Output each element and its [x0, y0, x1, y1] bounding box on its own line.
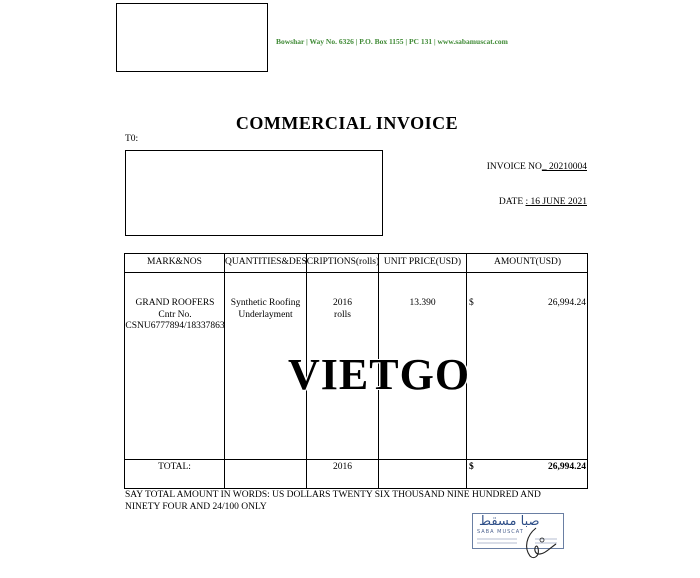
invoice-date-value: : 16 JUNE 2021 [525, 197, 587, 207]
total-quantity: 2016 [333, 462, 352, 472]
invoice-number-label: INVOICE NO [486, 162, 542, 172]
row-mark-nos [125, 298, 225, 333]
row-quantity [307, 298, 378, 321]
header-unit-price: UNIT PRICE(USD) [383, 257, 462, 267]
row-amount: 26,994.24 [548, 298, 586, 308]
total-divider [125, 459, 587, 460]
to-label: T0: [125, 134, 139, 144]
mark-container-label: Cntr No. [158, 309, 192, 320]
invoice-date [499, 197, 587, 207]
description-line-1: Synthetic Roofing [230, 298, 301, 308]
invoice-number-value: _ 20210004 [541, 162, 587, 172]
row-description [225, 298, 306, 321]
description-line-2: Underlayment [238, 309, 293, 320]
total-label: TOTAL: [158, 462, 191, 472]
quantity-value: 2016 [333, 298, 352, 308]
quantity-unit: rolls [334, 309, 351, 320]
header-mark-nos: MARK&NOS [147, 257, 202, 267]
mark-consignee: GRAND ROOFERS [135, 298, 215, 308]
row-unit-price: 13.390 [409, 298, 436, 308]
invoice-date-label: DATE [498, 197, 526, 207]
signature-icon [516, 522, 566, 562]
header-quantities-descriptions: QUANTITIES&DESCRIPTIONS(rolls) [225, 257, 380, 267]
column-divider [224, 254, 225, 488]
invoice-number [487, 162, 587, 172]
company-address: Bowshar | Way No. 6326 | P.O. Box 1155 | PC 131 | www.sabamuscat.com [276, 37, 508, 46]
header-divider [125, 272, 587, 273]
stamp-arabic-name: صبا مسقط [479, 514, 540, 529]
amount-in-words-line-2: NINETY FOUR AND 24/100 ONLY [125, 501, 267, 512]
total-currency-symbol: $ [469, 462, 474, 472]
mark-container-numbers: CSNU6777894/18337863 [125, 321, 225, 331]
total-amount: 26,994.24 [548, 462, 586, 472]
recipient-box [125, 150, 383, 236]
document-title: COMMERCIAL INVOICE [235, 113, 459, 133]
amount-in-words [125, 490, 545, 513]
amount-in-words-line-1: SAY TOTAL AMOUNT IN WORDS: US DOLLARS TWENTY SIX THOUSAND NINE HUNDRED AND [125, 490, 541, 500]
header-amount: AMOUNT(USD) [493, 257, 562, 267]
row-currency-symbol: $ [469, 298, 474, 308]
watermark-text: VIETGO [288, 350, 471, 399]
company-logo-placeholder [116, 3, 268, 72]
stamp-english-name: SABA MUSCAT [477, 529, 524, 535]
